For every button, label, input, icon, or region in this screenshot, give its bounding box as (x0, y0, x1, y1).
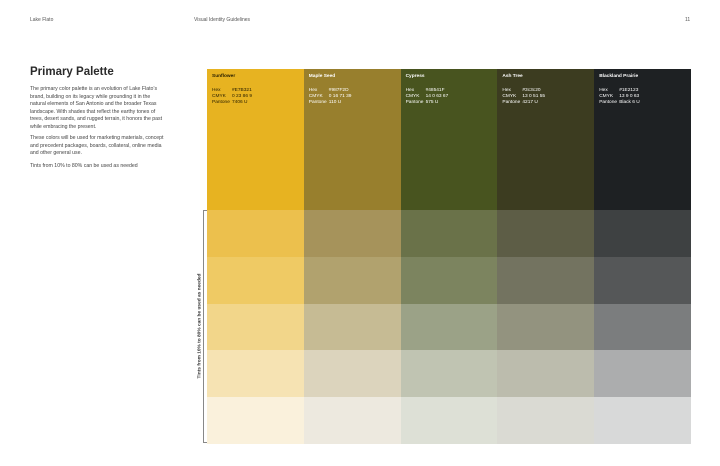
base-swatch (207, 69, 304, 210)
spec-row-pantone (599, 100, 686, 106)
tint-swatch (304, 397, 401, 444)
tint-swatch (401, 210, 498, 257)
spec-value: #48541F (425, 88, 445, 93)
spec-row-pantone (502, 100, 589, 106)
spec-label: CMYK (502, 94, 517, 99)
tint-swatch (304, 350, 401, 397)
spec-label: Hex (502, 88, 511, 93)
palette-column (207, 69, 304, 444)
tint-swatch (207, 257, 304, 304)
palette-column (304, 69, 401, 444)
tint-swatch (401, 397, 498, 444)
spec-label: CMYK (212, 94, 226, 99)
color-palette-grid (207, 69, 691, 444)
swatch-name: Blackland Prairie (599, 74, 639, 79)
spec-value: 110 U (328, 100, 342, 105)
spec-value: 14 0 63 67 (425, 94, 449, 99)
spec-label: Pantone (502, 100, 521, 105)
tint-swatch (304, 210, 401, 257)
spec-value: 4217 U (522, 100, 538, 105)
swatch-name: Cypress (405, 74, 425, 79)
swatch-name: Maple Seed (308, 74, 336, 79)
spec-row-pantone (212, 100, 299, 106)
spec-value: #E7B321 (232, 88, 252, 93)
spec-label: Hex (405, 88, 415, 93)
spec-value: #3c3c20 (522, 88, 541, 93)
spec-label: Hex (308, 88, 318, 93)
swatch-name: Sunflower (212, 74, 236, 79)
brand-name: Lake Flato (30, 17, 54, 23)
tint-swatch (401, 304, 498, 351)
tint-swatch (497, 397, 594, 444)
tint-swatch (497, 350, 594, 397)
spec-value: #1E2123 (619, 88, 639, 93)
base-swatch (401, 69, 498, 210)
page-number: 11 (685, 17, 691, 23)
spec-value: #987F2D (328, 88, 349, 93)
tint-swatch (594, 257, 691, 304)
tint-swatch (304, 257, 401, 304)
spec-value: 0 23 86 9 (232, 94, 253, 99)
usage-paragraph: These colors will be used for marketing materials, concept and precedent packages, boards, collateral, online media and other general use. (30, 135, 164, 157)
tint-swatch (594, 350, 691, 397)
tint-swatch (401, 257, 498, 304)
base-swatch (594, 69, 691, 210)
spec-row-pantone (309, 100, 396, 106)
base-swatch (304, 69, 401, 210)
spec-label: Pantone (308, 100, 327, 105)
spec-value: 13 9 0 63 (619, 94, 640, 99)
document-title: Visual Identity Guidelines (194, 17, 251, 23)
spec-value: 13 0 51 55 (522, 94, 546, 99)
spec-value: Black 6 U (619, 100, 640, 105)
tint-swatch (207, 210, 304, 257)
spec-value: 575 U (425, 100, 439, 105)
tint-swatch (594, 210, 691, 257)
spec-label: Pantone (599, 100, 618, 105)
tint-swatch (401, 350, 498, 397)
tint-swatch (594, 304, 691, 351)
base-swatch (497, 69, 594, 210)
tint-range-bracket (203, 210, 207, 443)
intro-paragraph: The primary color palette is an evolution of Lake Flato’s brand, building on its legacy while grounding it in the natural elements of San Antonio and the broader Texas landscape. With shades that reflect the earthy tones of trees, desert sands, and rugged terrain, it honors the past while embracing the present. (30, 86, 163, 130)
tint-swatch (497, 210, 594, 257)
section-title: Primary Palette (30, 66, 114, 78)
spec-label: Hex (599, 88, 608, 93)
tint-swatch (497, 257, 594, 304)
tint-swatch (304, 304, 401, 351)
spec-label: Pantone (405, 100, 424, 105)
tint-swatch (207, 397, 304, 444)
tint-swatch (594, 397, 691, 444)
spec-label: CMYK (599, 94, 614, 99)
spec-value: 7406 U (232, 100, 248, 105)
spec-label: Pantone (212, 100, 230, 105)
tint-swatch (207, 304, 304, 351)
tint-swatch (497, 304, 594, 351)
spec-label: CMYK (308, 94, 323, 99)
spec-label: Hex (212, 88, 221, 93)
palette-column (497, 69, 594, 444)
palette-column (401, 69, 498, 444)
tints-paragraph: Tints from 10% to 80% can be used as needed (30, 163, 138, 169)
spec-value: 0 16 71 39 (328, 94, 352, 99)
spec-label: CMYK (405, 94, 420, 99)
swatch-name: Ash Tree (502, 74, 523, 79)
palette-column (594, 69, 691, 444)
tint-range-label: Tints from 10% to 80% can be used as needed (198, 271, 203, 382)
spec-row-pantone (406, 100, 493, 106)
tint-swatch (207, 350, 304, 397)
